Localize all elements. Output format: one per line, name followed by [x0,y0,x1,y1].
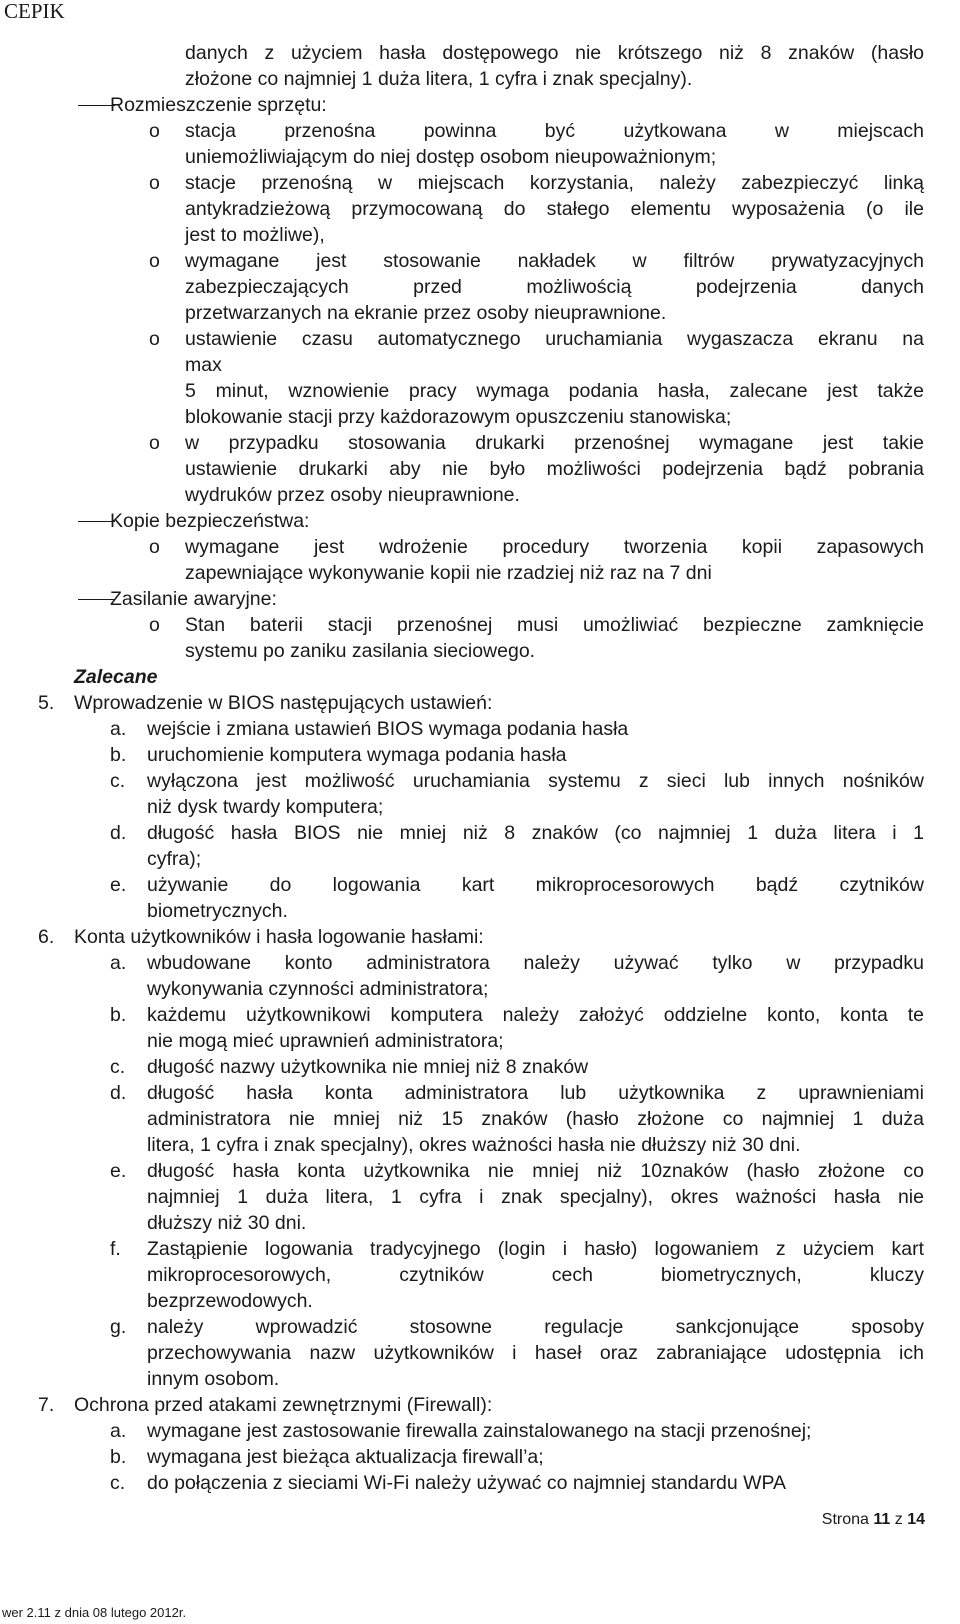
list-marker: b. [110,1004,127,1026]
document-line [0,40,960,66]
line-text: długość hasła konta użytkownika nie mniej niż 10znaków (hasło złożone co [147,1160,924,1182]
list-marker: a. [110,718,127,740]
document-line [0,170,960,196]
document-line [0,794,960,820]
page-number: 11 [873,1511,891,1528]
document-line [0,1184,960,1210]
document-line [0,118,960,144]
line-text: wymagana jest bieżąca aktualizacja firewall’a; [147,1446,544,1468]
line-text: do połączenia z sieciami Wi-Fi należy używać co najmniej standardu WPA [147,1472,787,1494]
line-text: Stan baterii stacji przenośnej musi umożliwiać bezpieczne zamknięcie [185,614,924,636]
line-text: wymagane jest wdrożenie procedury tworzenia kopii zapasowych [185,536,924,558]
line-text: antykradzieżową przymocowaną do stałego elementu wyposażenia (o ile [185,198,924,220]
line-text: danych z użyciem hasła dostępowego nie krótszego niż 8 znaków (hasło [185,42,924,64]
line-text: wejście i zmiana ustawień BIOS wymaga podania hasła [147,718,629,740]
line-text: blokowanie stacji przy każdorazowym opuszczeniu stanowiska; [185,406,732,428]
list-marker: f. [110,1238,121,1260]
document-line [0,820,960,846]
line-text: Rozmieszczenie sprzętu: [110,94,327,116]
line-text: Konta użytkowników i hasła logowanie hasłami: [74,926,484,948]
line-text: złożone co najmniej 1 duża litera, 1 cyfra i znak specjalny). [185,68,693,90]
list-marker: 6. [38,926,55,948]
list-marker: o [149,328,160,350]
document-line [0,1054,960,1080]
document-line [0,690,960,716]
line-text: zapewniające wykonywanie kopii nie rzadziej niż raz na 7 dni [185,562,712,584]
list-marker: 5. [38,692,55,714]
line-text: należy wprowadzić stosowne regulacje sankcjonujące sposoby [147,1316,924,1338]
document-line [0,586,960,612]
document-line [0,1158,960,1184]
line-text: wyłączona jest możliwość uruchamiania systemu z sieci lub innych nośników [147,770,924,792]
line-text: Ochrona przed atakami zewnętrznymi (Firewall): [74,1394,493,1416]
line-text: innym osobom. [147,1368,280,1390]
line-text: ustawienie czasu automatycznego uruchamiania wygaszacza ekranu na [185,328,924,350]
line-text: wymagane jest zastosowanie firewalla zainstalowanego na stacji przenośnej; [147,1420,812,1442]
line-text: nie mogą mieć uprawnień administratora; [147,1030,504,1052]
line-text: wymagane jest stosowanie nakładek w filtrów prywatyzacyjnych [185,250,924,272]
line-text: bezprzewodowych. [147,1290,313,1312]
document-line [0,222,960,248]
line-text: w przypadku stosowania drukarki przenośnej wymagane jest takie [185,432,924,454]
list-marker: c. [110,770,126,792]
list-marker: c. [110,1472,126,1494]
line-text: uniemożliwiającym do niej dostęp osobom nieupoważnionym; [185,146,717,168]
line-text: uruchomienie komputera wymaga podania hasła [147,744,567,766]
line-text: długość hasła BIOS nie mniej niż 8 znaków (co najmniej 1 duża litera i 1 [147,822,924,844]
list-marker: c. [110,1056,126,1078]
line-text: długość hasła konta administratora lub użytkownika z uprawnieniami [147,1082,924,1104]
line-text: systemu po zaniku zasilania sieciowego. [185,640,536,662]
line-text: stacja przenośna powinna być użytkowana w miejscach [185,120,924,142]
document-line [0,664,960,690]
line-text: mikroprocesorowych, czytników cech biometrycznych, kluczy [147,1264,924,1286]
document-line [0,300,960,326]
document-line [0,1236,960,1262]
document-line [0,92,960,118]
document-line [0,1080,960,1106]
line-text: niż dysk twardy komputera; [147,796,384,818]
line-text: stacje przenośną w miejscach korzystania, należy zabezpieczyć linką [185,172,924,194]
list-marker: g. [110,1316,127,1338]
document-line [0,378,960,404]
document-line [0,1366,960,1392]
list-marker: b. [110,1446,127,1468]
line-text: używanie do logowania kart mikroprocesorowych bądź czytników [147,874,924,896]
line-text: Kopie bezpieczeństwa: [110,510,310,532]
document-line [0,1444,960,1470]
line-text: przechowywania nazw użytkowników i haseł oraz zabraniające udostępnia ich [147,1342,924,1364]
line-text: wykonywania czynności administratora; [147,978,489,1000]
line-text: ustawienie drukarki aby nie było możliwości podejrzenia bądź pobrania [185,458,924,480]
line-text: Zastąpienie logowania tradycyjnego (login i hasło) logowaniem z użyciem kart [147,1238,924,1260]
document-line [0,950,960,976]
line-text: 5 minut, wznowienie pracy wymaga podania hasła, zalecane jest także [185,380,924,402]
line-text: cyfra); [147,848,202,870]
document-line [0,1288,960,1314]
document-line [0,1262,960,1288]
document-line [0,326,960,352]
document-line [0,430,960,456]
line-text: administratora nie mniej niż 15 znaków (hasło złożone co najmniej 1 duża [147,1108,924,1130]
line-text: długość nazwy użytkownika nie mniej niż 8 znaków [147,1056,589,1078]
document-line [0,872,960,898]
list-marker: a. [110,952,127,974]
line-text: przetwarzanych na ekranie przez osoby nieuprawnione. [185,302,667,324]
list-marker: e. [110,874,127,896]
line-text: wydruków przez osoby nieuprawnione. [185,484,520,506]
document-line [0,534,960,560]
list-marker: d. [110,1082,127,1104]
line-text: dłuższy niż 30 dni. [147,1212,307,1234]
page-total: 14 [907,1511,925,1528]
line-text: każdemu użytkownikowi komputera należy założyć oddzielne konto, konta te [147,1004,924,1026]
list-marker: a. [110,1420,127,1442]
document-line [0,638,960,664]
document-line [0,1132,960,1158]
line-text: Wprowadzenie w BIOS następujących ustawień: [74,692,493,714]
list-marker: o [149,536,160,558]
document-line [0,1210,960,1236]
page-prefix: Strona [821,1511,869,1528]
line-text: jest to możliwe), [185,224,325,246]
list-marker: e. [110,1160,127,1182]
version-footer: wer 2.11 z dnia 08 lutego 2012r. [2,1605,187,1620]
document-line [0,1106,960,1132]
document-line [0,144,960,170]
document-line [0,846,960,872]
list-marker: b. [110,744,127,766]
list-marker: o [149,120,160,142]
document-line [0,976,960,1002]
document-line [0,1002,960,1028]
page-number-footer [822,1510,925,1530]
section-heading: Zalecane [74,666,158,688]
document-line [0,768,960,794]
line-text: zabezpieczających przed możliwością podejrzenia danych [185,276,924,298]
document-line [0,1340,960,1366]
document-line [0,898,960,924]
document-line [0,742,960,768]
page-of: z [894,1511,903,1528]
document-line [0,456,960,482]
list-marker: o [149,172,160,194]
document-line [0,196,960,222]
line-text: najmniej 1 duża litera, 1 cyfra i znak specjalny), okres ważności hasła nie [147,1186,924,1208]
list-marker: o [149,432,160,454]
document-line [0,1392,960,1418]
list-marker: o [149,614,160,636]
document-line [0,482,960,508]
document-line [0,352,960,378]
list-marker: o [149,250,160,272]
document-line [0,1470,960,1496]
document-line [0,66,960,92]
document-line [0,1028,960,1054]
document-line [0,1314,960,1340]
document-line [0,274,960,300]
list-marker: d. [110,822,127,844]
line-text: max [185,354,222,376]
document-line [0,716,960,742]
document-line [0,924,960,950]
line-text: wbudowane konto administratora należy używać tylko w przypadku [147,952,924,974]
document-line [0,248,960,274]
document-line [0,404,960,430]
line-text: Zasilanie awaryjne: [110,588,277,610]
list-marker: 7. [38,1394,55,1416]
document-line [0,560,960,586]
document-line [0,612,960,638]
line-text: litera, 1 cyfra i znak specjalny), okres ważności hasła nie dłuższy niż 30 dni. [147,1134,801,1156]
document-line [0,508,960,534]
document-body [0,40,960,1496]
document-line [0,1418,960,1444]
document-header-title: CEPIK [4,0,65,23]
line-text: biometrycznych. [147,900,288,922]
